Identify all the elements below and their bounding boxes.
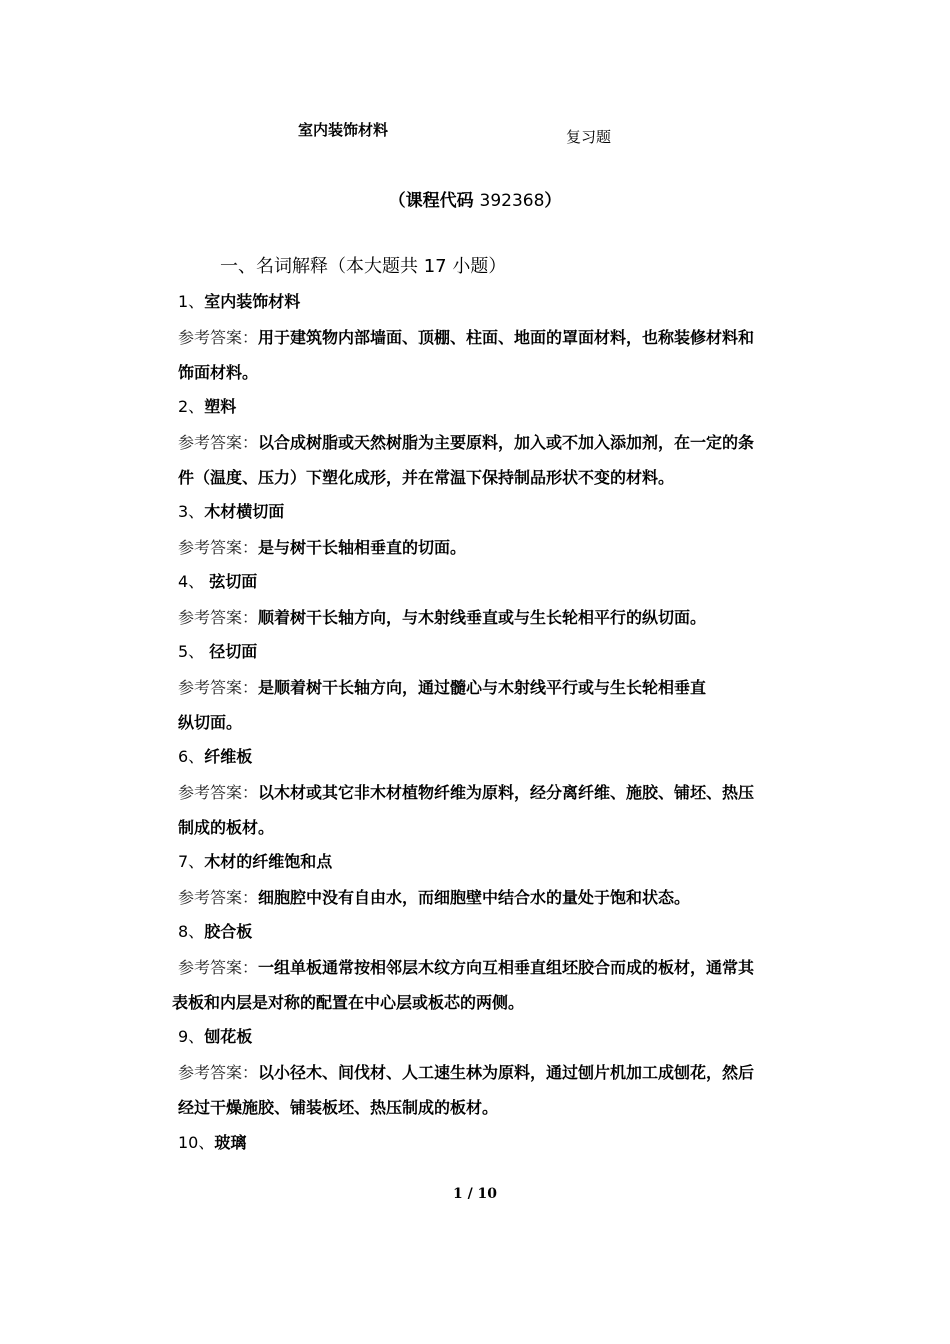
answer-line — [178, 433, 754, 453]
item-term: 木材横切面 — [204, 502, 285, 521]
answer-line — [178, 328, 754, 348]
answer-text: 细胞腔中没有自由水，而细胞壁中结合水的量处于饱和状态。 — [258, 888, 691, 907]
item-term: 弦切面 — [209, 572, 258, 591]
item-number: 8、 — [178, 922, 205, 941]
document-title: 室内装饰材料 — [298, 121, 389, 139]
item-term: 纤维板 — [204, 747, 253, 766]
item-number: 9、 — [178, 1027, 205, 1046]
item-heading — [178, 292, 300, 312]
answer-line — [178, 678, 706, 698]
answer-prefix: 参考答案： — [178, 328, 259, 347]
answer-continuation — [178, 468, 674, 488]
item-number: 5、 — [178, 642, 210, 661]
answer-prefix: 参考答案： — [178, 888, 259, 907]
item-number: 3、 — [178, 502, 205, 521]
answer-text: 一组单板通常按相邻层木纹方向互相垂直组坯胶合而成的板材，通常其 — [258, 958, 755, 977]
item-number: 7、 — [178, 852, 205, 871]
item-heading — [178, 397, 236, 417]
item-heading — [178, 642, 257, 662]
course-code-label: （课程代码 — [388, 191, 480, 211]
answer-text: 以合成树脂或天然树脂为主要原料，加入或不加入添加剂，在一定的条 — [258, 433, 755, 452]
item-number: 1、 — [178, 292, 205, 311]
page-indicator: 1 / 10 — [452, 1186, 498, 1202]
answer-text: 饰面材料。 — [178, 363, 259, 382]
answer-prefix: 参考答案： — [178, 958, 259, 977]
answer-text: 顺着树干长轴方向，与木射线垂直或与生长轮相平行的纵切面。 — [258, 608, 707, 627]
item-term: 玻璃 — [214, 1133, 247, 1152]
item-heading — [178, 572, 257, 592]
answer-line — [178, 888, 690, 908]
answer-continuation — [178, 1098, 498, 1118]
answer-line — [178, 538, 466, 558]
answer-prefix: 参考答案： — [178, 433, 259, 452]
item-term: 塑料 — [204, 397, 237, 416]
course-code-number: 392368 — [479, 191, 545, 211]
course-code-close: ） — [544, 191, 562, 211]
item-term: 径切面 — [209, 642, 258, 661]
item-term: 木材的纤维饱和点 — [204, 852, 333, 871]
item-heading — [178, 922, 252, 942]
answer-text: 是顺着树干长轴方向，通过髓心与木射线平行或与生长轮相垂直 — [258, 678, 707, 697]
item-term: 刨花板 — [204, 1027, 253, 1046]
item-heading — [178, 747, 252, 767]
answer-text: 以木材或其它非木材植物纤维为原料，经分离纤维、施胶、铺坯、热压 — [258, 783, 755, 802]
answer-prefix: 参考答案： — [178, 1063, 259, 1082]
item-heading — [178, 852, 332, 872]
item-term: 胶合板 — [204, 922, 253, 941]
answer-text: 经过干燥施胶、铺装板坯、热压制成的板材。 — [178, 1098, 499, 1117]
section-heading: 一、名词解释（本大题共 17 小题） — [220, 256, 507, 277]
answer-text: 纵切面。 — [178, 713, 243, 732]
item-term: 室内装饰材料 — [204, 292, 301, 311]
answer-text: 制成的板材。 — [178, 818, 275, 837]
answer-continuation — [178, 818, 274, 838]
answer-text: 以小径木、间伐材、人工速生林为原料，通过刨片机加工成刨花，然后 — [258, 1063, 755, 1082]
answer-line — [178, 783, 754, 803]
answer-prefix: 参考答案： — [178, 678, 259, 697]
answer-line — [178, 1063, 754, 1083]
answer-continuation — [178, 713, 242, 733]
answer-text: 用于建筑物内部墙面、顶棚、柱面、地面的罩面材料，也称装修材料和 — [258, 328, 755, 347]
item-number: 2、 — [178, 397, 205, 416]
item-number: 10、 — [178, 1133, 215, 1152]
answer-line — [178, 958, 754, 978]
answer-continuation — [178, 363, 258, 383]
answer-prefix: 参考答案： — [178, 538, 259, 557]
answer-continuation — [172, 993, 524, 1013]
answer-prefix: 参考答案： — [178, 783, 259, 802]
answer-text: 件（温度、压力）下塑化成形，并在常温下保持制品形状不变的材料。 — [178, 468, 675, 487]
item-number: 4、 — [178, 572, 210, 591]
answer-text: 是与树干长轴相垂直的切面。 — [258, 538, 467, 557]
document-subtitle: 复习题 — [566, 128, 612, 146]
item-heading — [178, 1027, 252, 1047]
answer-line — [178, 608, 706, 628]
answer-prefix: 参考答案： — [178, 608, 259, 627]
course-code — [0, 186, 950, 211]
item-number: 6、 — [178, 747, 205, 766]
answer-text: 表板和内层是对称的配置在中心层或板芯的两侧。 — [172, 993, 525, 1012]
item-heading — [178, 1133, 246, 1153]
item-heading — [178, 502, 284, 522]
